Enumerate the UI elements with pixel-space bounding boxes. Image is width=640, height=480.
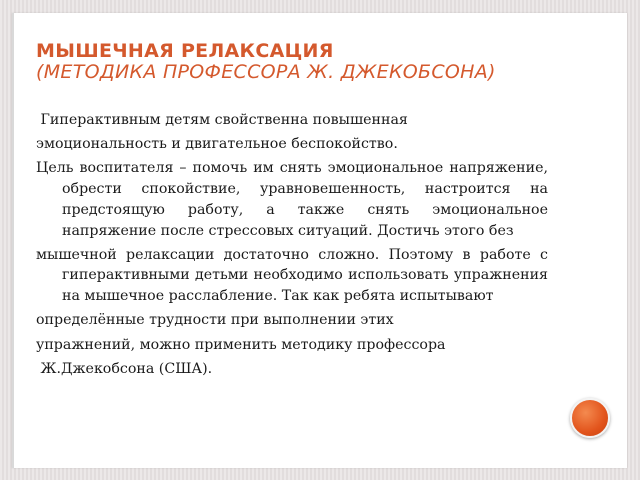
paragraph-5: определённые трудности при выполнении этих [36,312,394,329]
paragraph-2: эмоциональность и двигательное беспокойство. [36,136,398,153]
title-line-1: МЫШЕЧНАЯ РЕЛАКСАЦИЯ [36,40,334,62]
slide-body [36,110,548,383]
decorative-circle-icon [570,398,610,438]
title-line-2: (МЕТОДИКА ПРОФЕССОРА Ж. ДЖЕКОБСОНА) [36,61,496,83]
slide-title [36,41,616,83]
slide-left-edge [12,13,14,468]
paragraph-6: упражнений, можно применить методику профессора [36,336,446,353]
paragraph-4: мышечной релаксации достаточно сложно. Поэтому в работе с гиперактивными детьми необходимо использовать упражнения на мышечное расслабление. Так как ребята испытывают [36,246,548,305]
paragraph-1: Гиперактивным детям свойственна повышенная [36,112,408,128]
paragraph-7: Ж.Джекобсона (США). [36,360,213,377]
paragraph-3: Цель воспитателя – помочь им снять эмоциональное напряжение, обрести спокойствие, уравновешенность, настроится на предстоящую работу, а также снять эмоциональное напряжение после стрессовых ситуаций. Достичь этого без [36,160,548,239]
